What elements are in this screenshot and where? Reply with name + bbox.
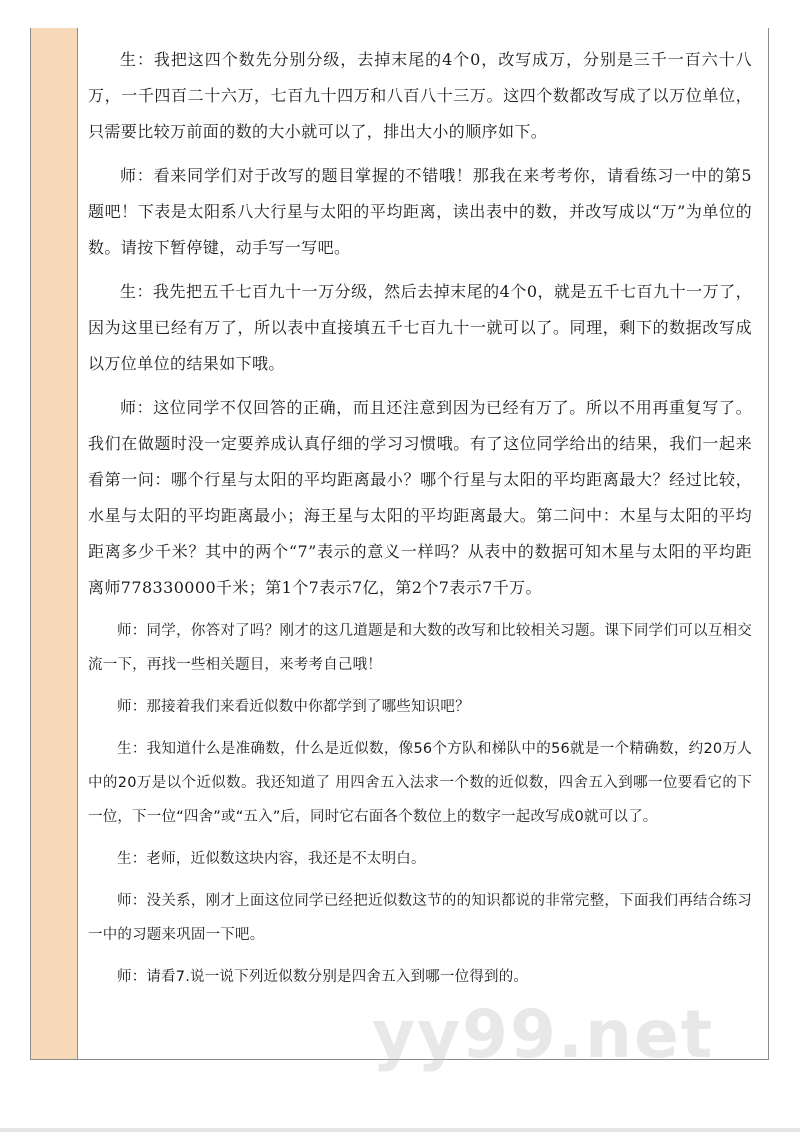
page-bottom-edge	[0, 1128, 800, 1132]
paragraph-1: 生：我把这四个数先分别分级，去掉末尾的4个0，改写成万，分别是三千一百六十八万，一千四百二十六万，七百九十四万和八百八十三万。这四个数都改写成了以万位单位，只需要比较万前面的数的大小就可以了，排出大小的顺序如下。	[88, 50, 752, 141]
paragraph-8: 生：老师，近似数这块内容，我还是不太明白。	[117, 851, 426, 867]
paragraph-4: 师：这位同学不仅回答的正确，而且还注意到因为已经有万了。所以不用再重复写了。我们在做题时没一定要养成认真仔细的学习习惯哦。有了这位同学给出的结果，我们一起来看第一问：哪个行星与太阳的平均距离最小？哪个行星与太阳的平均距离最大？经过比较，水星与太阳的平均距离最小；海王星与太阳的平均距离最大。第二问中：木星与太阳的平均距离多少千米？其中的两个“7”表示的意义一样吗？从表中的数据可知木星与太阳的平均距离师778330000千米；第1个7表示7亿，第2个7表示7千万。	[88, 398, 752, 597]
paragraph-2: 师：看来同学们对于改写的题目掌握的不错哦！那我在来考考你，请看练习一中的第5题吧！下表是太阳系八大行星与太阳的平均距离，读出表中的数，并改写成以“万”为单位的数。请按下暂停键，动手写一写吧。	[88, 166, 752, 257]
paragraph-5: 师：同学，你答对了吗？刚才的这几道题是和大数的改写和比较相关习题。课下同学们可以互相交流一下，再找一些相关题目，来考考自己哦！	[88, 623, 752, 673]
watermark: yy99.net	[372, 996, 715, 1073]
margin-column	[30, 28, 78, 1060]
paragraph-6: 师：那接着我们来看近似数中你都学到了哪些知识吧？	[117, 699, 470, 715]
paragraph-7: 生：我知道什么是准确数，什么是近似数，像56个方队和梯队中的56就是一个精确数，约20万人中的20万是以个近似数。我还知道了 用四舍五入法求一个数的近似数，四舍五入到哪一位要看它的下一位，下一位“四舍”或“五入”后，同时它右面各个数位上的数字一起改写成0就可以了。	[88, 741, 752, 825]
content-area	[88, 42, 752, 994]
frame-bottom-border	[30, 1059, 769, 1060]
paragraph-9: 师：没关系，刚才上面这位同学已经把近似数这节的的知识都说的非常完整，下面我们再结合练习一中的习题来巩固一下吧。	[88, 893, 752, 943]
paragraph-10: 师：请看7.说一说下列近似数分别是四舍五入到哪一位得到的。	[117, 969, 529, 985]
paragraph-3: 生：我先把五千七百九十一万分级，然后去掉末尾的4个0，就是五千七百九十一万了，因为这里已经有万了，所以表中直接填五千七百九十一就可以了。同理，剩下的数据改写成以万位单位的结果如下哦。	[88, 282, 752, 373]
